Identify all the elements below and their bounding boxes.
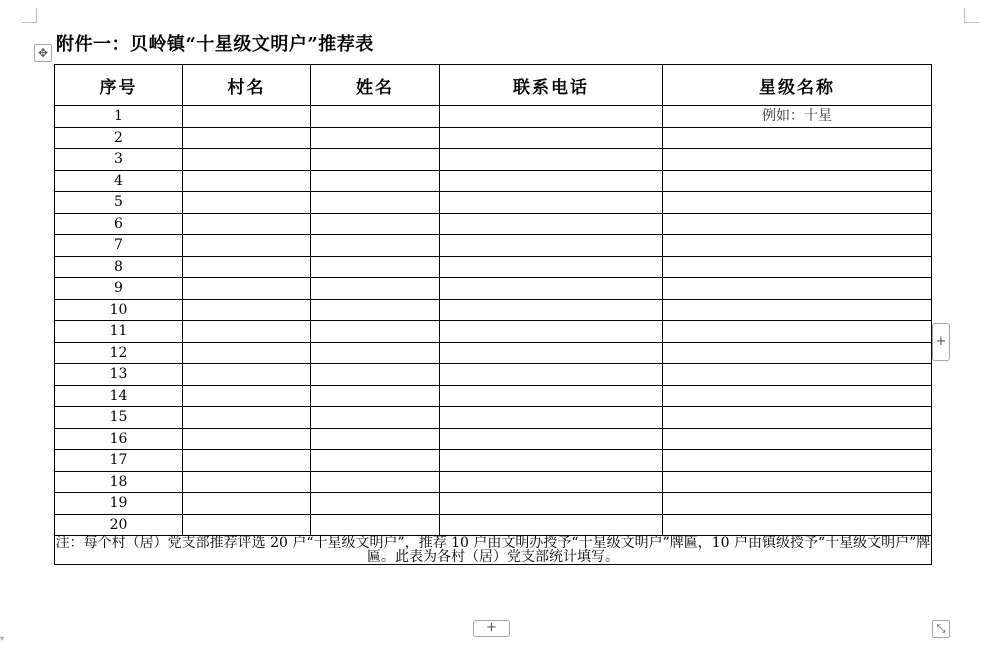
cell-person-name[interactable]: [311, 407, 440, 429]
cell-serial-number[interactable]: 6: [55, 213, 183, 235]
page-corner-mark-top-right: [964, 8, 979, 23]
cell-person-name[interactable]: [311, 342, 440, 364]
table-row: [55, 450, 932, 472]
cell-serial-number[interactable]: 3: [55, 149, 183, 171]
table-row: [55, 278, 932, 300]
cell-person-name[interactable]: [311, 127, 440, 149]
cell-person-name[interactable]: [311, 299, 440, 321]
cell-serial-number[interactable]: 12: [55, 342, 183, 364]
cell-serial-number[interactable]: 16: [55, 428, 183, 450]
cell-phone[interactable]: [440, 127, 663, 149]
cell-star-title[interactable]: [663, 428, 932, 450]
cell-person-name[interactable]: [311, 149, 440, 171]
cell-village-name[interactable]: [183, 170, 311, 192]
cell-serial-number[interactable]: 20: [55, 514, 183, 536]
cell-serial-number[interactable]: 13: [55, 364, 183, 386]
cell-person-name[interactable]: [311, 235, 440, 257]
cell-serial-number[interactable]: 9: [55, 278, 183, 300]
cell-star-title[interactable]: [663, 385, 932, 407]
cell-phone[interactable]: [440, 428, 663, 450]
header-serial-number: 序号: [55, 65, 183, 106]
table-row: [55, 149, 932, 171]
header-village-name: 村名: [183, 65, 311, 106]
table-row: [55, 342, 932, 364]
cell-star-title[interactable]: [663, 514, 932, 536]
table-row: [55, 127, 932, 149]
table-row: [55, 299, 932, 321]
cell-serial-number[interactable]: 11: [55, 321, 183, 343]
cell-village-name[interactable]: [183, 299, 311, 321]
cell-star-title[interactable]: [663, 256, 932, 278]
cell-serial-number[interactable]: 8: [55, 256, 183, 278]
cell-phone[interactable]: [440, 213, 663, 235]
cell-phone[interactable]: [440, 514, 663, 536]
cell-person-name[interactable]: [311, 450, 440, 472]
cell-star-title[interactable]: 例如：十星: [663, 106, 932, 128]
cell-serial-number[interactable]: 17: [55, 450, 183, 472]
cell-star-title[interactable]: [663, 192, 932, 214]
cell-star-title[interactable]: [663, 170, 932, 192]
cell-phone[interactable]: [440, 471, 663, 493]
cell-village-name[interactable]: [183, 385, 311, 407]
table-note-row: [55, 536, 932, 565]
header-star-title: 星级名称: [663, 65, 932, 106]
cell-serial-number[interactable]: 15: [55, 407, 183, 429]
document-title: 附件一：贝岭镇“十星级文明户”推荐表: [56, 34, 374, 55]
cell-phone[interactable]: [440, 256, 663, 278]
cell-phone[interactable]: [440, 235, 663, 257]
cell-serial-number[interactable]: 19: [55, 493, 183, 515]
cell-phone[interactable]: [440, 364, 663, 386]
cell-star-title[interactable]: [663, 235, 932, 257]
cell-village-name[interactable]: [183, 428, 311, 450]
cell-person-name[interactable]: [311, 278, 440, 300]
cell-star-title[interactable]: [663, 450, 932, 472]
cell-phone[interactable]: [440, 321, 663, 343]
table-row: [55, 428, 932, 450]
cell-star-title[interactable]: [663, 299, 932, 321]
cell-star-title[interactable]: [663, 342, 932, 364]
cell-phone[interactable]: [440, 493, 663, 515]
cell-village-name[interactable]: [183, 471, 311, 493]
cell-serial-number[interactable]: 14: [55, 385, 183, 407]
table-row: [55, 364, 932, 386]
cell-serial-number[interactable]: 7: [55, 235, 183, 257]
cell-person-name[interactable]: [311, 428, 440, 450]
cell-village-name[interactable]: [183, 514, 311, 536]
table-row: [55, 385, 932, 407]
add-column-button[interactable]: +: [932, 323, 950, 361]
cell-star-title[interactable]: [663, 213, 932, 235]
cell-person-name[interactable]: [311, 514, 440, 536]
cell-star-title[interactable]: [663, 493, 932, 515]
table-row: [55, 213, 932, 235]
cell-star-title[interactable]: [663, 471, 932, 493]
page-corner-mark-top-left: [22, 8, 37, 23]
table-row: [55, 192, 932, 214]
header-phone: 联系电话: [440, 65, 663, 106]
cell-village-name[interactable]: [183, 235, 311, 257]
cell-serial-number[interactable]: 18: [55, 471, 183, 493]
cell-village-name[interactable]: [183, 450, 311, 472]
cell-village-name[interactable]: [183, 127, 311, 149]
cell-serial-number[interactable]: 5: [55, 192, 183, 214]
cell-star-title[interactable]: [663, 149, 932, 171]
table-row: [55, 235, 932, 257]
cell-person-name[interactable]: [311, 321, 440, 343]
cell-serial-number[interactable]: 4: [55, 170, 183, 192]
cell-village-name[interactable]: [183, 149, 311, 171]
table-row: [55, 471, 932, 493]
table-row: [55, 170, 932, 192]
table-row: [55, 514, 932, 536]
table-row: [55, 493, 932, 515]
table-move-icon[interactable]: ✥: [34, 44, 52, 62]
cell-serial-number[interactable]: 2: [55, 127, 183, 149]
cell-village-name[interactable]: [183, 278, 311, 300]
cell-serial-number[interactable]: 10: [55, 299, 183, 321]
table-row: [55, 256, 932, 278]
table-header-row: [55, 65, 932, 106]
cell-star-title[interactable]: [663, 321, 932, 343]
cell-village-name[interactable]: [183, 213, 311, 235]
cell-village-name[interactable]: [183, 321, 311, 343]
cell-village-name[interactable]: [183, 192, 311, 214]
cell-person-name[interactable]: [311, 170, 440, 192]
cell-star-title[interactable]: [663, 278, 932, 300]
cell-phone[interactable]: [440, 278, 663, 300]
cell-village-name[interactable]: [183, 256, 311, 278]
cell-village-name[interactable]: [183, 106, 311, 128]
cell-person-name[interactable]: [311, 106, 440, 128]
cell-person-name[interactable]: [311, 213, 440, 235]
header-person-name: 姓名: [311, 65, 440, 106]
cell-phone[interactable]: [440, 149, 663, 171]
cell-person-name[interactable]: [311, 256, 440, 278]
ruler-marker-icon: ▾: [0, 634, 5, 643]
cell-phone[interactable]: [440, 342, 663, 364]
cell-person-name[interactable]: [311, 364, 440, 386]
table-row: [55, 407, 932, 429]
cell-star-title[interactable]: [663, 407, 932, 429]
table-note[interactable]: 注：每个村（居）党支部推荐评选 20 户“十星级文明户”，推荐 10 户由文明办授予“十星级文明户”牌匾，10 户由镇级授予“十星级文明户”牌匾。此表为各村（居）党支部统计填写。: [55, 535, 931, 565]
cell-person-name[interactable]: [311, 192, 440, 214]
cell-star-title[interactable]: [663, 127, 932, 149]
cell-phone[interactable]: [440, 299, 663, 321]
cell-phone[interactable]: [440, 106, 663, 128]
table-resize-icon[interactable]: ⤡: [932, 620, 950, 638]
cell-village-name[interactable]: [183, 342, 311, 364]
cell-serial-number[interactable]: 1: [55, 106, 183, 128]
add-row-button[interactable]: +: [473, 620, 510, 637]
table-row: [55, 106, 932, 128]
cell-person-name[interactable]: [311, 493, 440, 515]
table-row: [55, 321, 932, 343]
cell-village-name[interactable]: [183, 493, 311, 515]
cell-phone[interactable]: [440, 407, 663, 429]
cell-phone[interactable]: [440, 192, 663, 214]
cell-star-title[interactable]: [663, 364, 932, 386]
cell-phone[interactable]: [440, 385, 663, 407]
cell-person-name[interactable]: [311, 385, 440, 407]
cell-village-name[interactable]: [183, 364, 311, 386]
cell-phone[interactable]: [440, 170, 663, 192]
cell-phone[interactable]: [440, 450, 663, 472]
cell-person-name[interactable]: [311, 471, 440, 493]
recommendation-table: [54, 64, 932, 565]
cell-village-name[interactable]: [183, 407, 311, 429]
